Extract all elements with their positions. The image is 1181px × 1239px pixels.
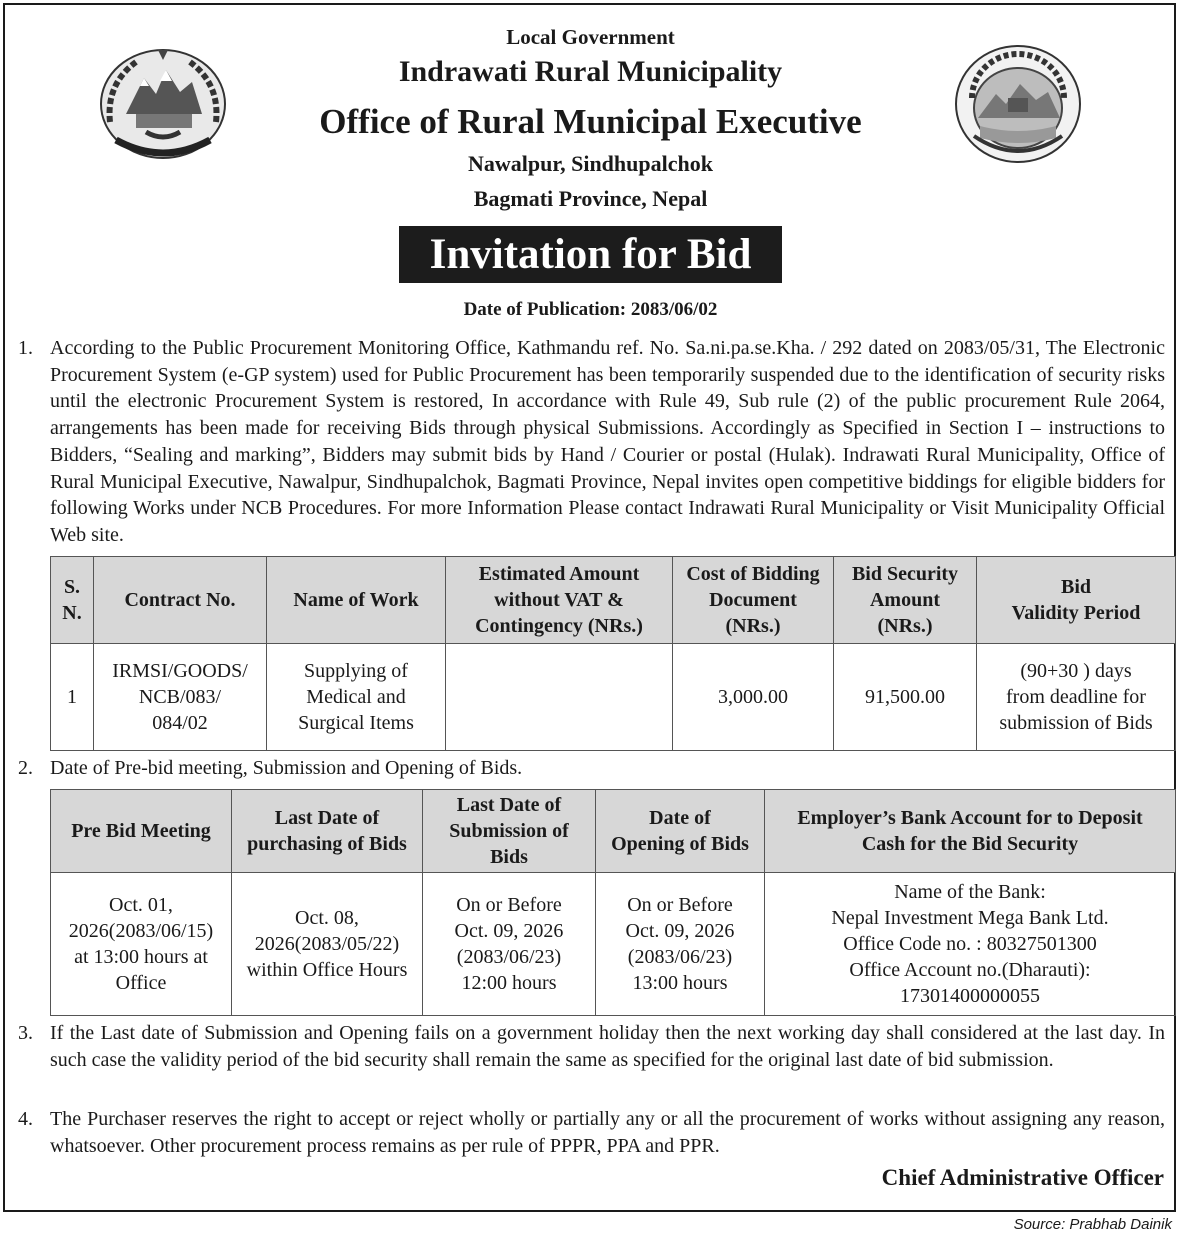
- signatory-title: Chief Administrative Officer: [881, 1165, 1164, 1190]
- table-row: [51, 644, 1176, 751]
- office-name: Office of Rural Municipal Executive: [319, 102, 862, 141]
- bank-1: Name of the Bank:: [894, 881, 1046, 903]
- cell-pre-bid: [51, 873, 232, 1016]
- header-sec-1: Bid Security: [851, 563, 959, 585]
- cell-validity: [977, 644, 1176, 751]
- header-est-1: Estimated Amount: [478, 563, 640, 585]
- ls-2: Oct. 09, 2026: [454, 920, 564, 942]
- header-validity: [977, 557, 1176, 644]
- header-sn-line2: N.: [62, 602, 82, 624]
- ls-3: (2083/06/23): [456, 946, 562, 968]
- lp-1: Oct. 08,: [295, 907, 359, 929]
- source-credit: Source: Prabhab Dainik: [1013, 1216, 1172, 1233]
- header-estimated-amount: [446, 557, 673, 644]
- cell-opening: [596, 873, 765, 1016]
- header-cost-1: Cost of Bidding: [686, 563, 820, 585]
- bank-3: Office Code no. : 80327501300: [843, 933, 1097, 955]
- paragraph-number: 2.: [18, 757, 33, 779]
- contract-line3: 084/02: [152, 712, 208, 734]
- pb-1: Oct. 01,: [109, 894, 173, 916]
- bank-5: 17301400000055: [900, 985, 1040, 1007]
- header-last-submission: [423, 790, 596, 873]
- municipality-name: Indrawati Rural Municipality: [398, 55, 783, 88]
- address-line-2: Bagmati Province, Nepal: [473, 186, 708, 211]
- cell-bank-account: [765, 873, 1176, 1016]
- op-1: On or Before: [627, 894, 733, 916]
- paragraph-1: According to the Public Procurement Monitoring Office, Kathmandu ref. No. Sa.ni.pa.se.Kha. / 292 dated on 2083/05/31, The Electronic Procurement System (e-GP system) used for Public Procurement has been temporarily suspended due to the identification of security risks until the electronic Procurement System is restored, In accordance with Rule 49, Sub rule (2) of the public procurement Rule 2064, arrangements has been made for receiving Bids through physical Submissions. Accordingly as Specified in Section I – instructions to Bidders, “Sealing and marking”, Bidders may submit bids by Hand / Courier or postal (Hulak). Indrawati Rural Municipality, Office of Rural Municipal Executive, Nawalpur, Sindhupalchok, Bagmati Province, Nepal invites open competitive biddings for eligible bidders for following Works under NCB Procedures. For more Information Please contact Indrawati Rural Municipality or Visit Municipality Official Web site.: [50, 337, 1165, 546]
- header-last-purchase: [232, 790, 423, 873]
- table-header-row: [51, 557, 1176, 644]
- header-bid-security: [834, 557, 977, 644]
- local-government-label: Local Government: [506, 25, 675, 49]
- h2-bank-1: Employer’s Bank Account for to Deposit: [797, 807, 1143, 829]
- contract-line2: NCB/083/: [138, 686, 222, 708]
- work-line3: Surgical Items: [298, 712, 414, 734]
- header-sec-2: Amount: [869, 589, 940, 611]
- validity-line3: submission of Bids: [999, 712, 1153, 734]
- cell-last-submission: [423, 873, 596, 1016]
- h2-open-1: Date of: [649, 807, 711, 829]
- h2-open-2: Opening of Bids: [611, 833, 749, 855]
- cell-contract-no: [94, 644, 267, 751]
- pb-3: at 13:00 hours at: [74, 946, 208, 968]
- cell-estimated-amount: [446, 644, 673, 751]
- header-bank-account: [765, 790, 1176, 873]
- address-line-1: Nawalpur, Sindhupalchok: [468, 151, 713, 176]
- paragraph-number: 3.: [18, 1022, 33, 1044]
- header-sn: [51, 557, 94, 644]
- cell-sn: 1: [51, 644, 94, 751]
- paragraph-number: 1.: [18, 337, 33, 359]
- table-row: [51, 873, 1176, 1016]
- header-sec-3: (NRs.): [877, 615, 933, 637]
- paragraph-2: Date of Pre-bid meeting, Submission and Opening of Bids.: [50, 757, 523, 779]
- lp-2: 2026(2083/05/22): [254, 933, 400, 955]
- header-name-of-work: Name of Work: [267, 557, 446, 644]
- header-opening: [596, 790, 765, 873]
- h2-purchase-1: Last Date of: [274, 807, 380, 829]
- bid-details-table: [50, 556, 1176, 751]
- header-pre-bid: Pre Bid Meeting: [51, 790, 232, 873]
- bank-2: Nepal Investment Mega Bank Ltd.: [831, 907, 1109, 929]
- header-cost-of-document: [673, 557, 834, 644]
- paragraph-4: The Purchaser reserves the right to accept or reject wholly or partially any or all the procurement of works without assigning any reason, whatsoever. Other procurement process remains as per rule of PPPR, PPA and PPR.: [50, 1108, 1165, 1157]
- h2-purchase-2: purchasing of Bids: [247, 833, 407, 855]
- h2-sub-1: Last Date of: [456, 794, 562, 816]
- op-2: Oct. 09, 2026: [625, 920, 735, 942]
- paragraph-3: If the Last date of Submission and Opening fails on a government holiday then the next working day shall considered at the last day. In such case the validity period of the bid security shall remain the same as specified for the original last date of bid submission.: [50, 1022, 1165, 1071]
- ls-4: 12:00 hours: [461, 972, 557, 994]
- h2-bank-2: Cash for the Bid Security: [861, 833, 1079, 855]
- work-line1: Supplying of: [304, 660, 408, 682]
- cell-last-purchase: [232, 873, 423, 1016]
- bid-schedule-table: [50, 789, 1176, 1016]
- publication-date: Date of Publication: 2083/06/02: [463, 299, 718, 320]
- work-line2: Medical and: [306, 686, 406, 708]
- cell-cost-of-document: 3,000.00: [673, 644, 834, 751]
- header-est-3: Contingency (NRs.): [475, 615, 643, 637]
- op-3: (2083/06/23): [627, 946, 733, 968]
- h2-sub-2: Submission of: [449, 820, 569, 842]
- cell-name-of-work: [267, 644, 446, 751]
- op-4: 13:00 hours: [632, 972, 728, 994]
- pb-4: Office: [115, 972, 167, 994]
- h2-sub-3: Bids: [490, 846, 528, 868]
- header-val-2: Validity Period: [1011, 602, 1141, 624]
- cell-bid-security: 91,500.00: [834, 644, 977, 751]
- pb-2: 2026(2083/06/15): [68, 920, 214, 942]
- contract-line1: IRMSI/GOODS/: [112, 660, 248, 682]
- header-val-1: Bid: [1060, 576, 1092, 598]
- header-sn-line1: S.: [63, 576, 81, 598]
- ls-1: On or Before: [456, 894, 562, 916]
- paragraph-number: 4.: [18, 1108, 33, 1130]
- lp-3: within Office Hours: [246, 959, 408, 981]
- header-contract-no: Contract No.: [94, 557, 267, 644]
- header-cost-2: Document: [709, 589, 797, 611]
- notice-title: Invitation for Bid: [399, 226, 782, 283]
- table-header-row: [51, 790, 1176, 873]
- header-est-2: without VAT &: [494, 589, 624, 611]
- validity-line1: (90+30 ) days: [1020, 660, 1132, 682]
- validity-line2: from deadline for: [1006, 686, 1146, 708]
- bank-4: Office Account no.(Dharauti):: [849, 959, 1091, 981]
- header-cost-3: (NRs.): [725, 615, 781, 637]
